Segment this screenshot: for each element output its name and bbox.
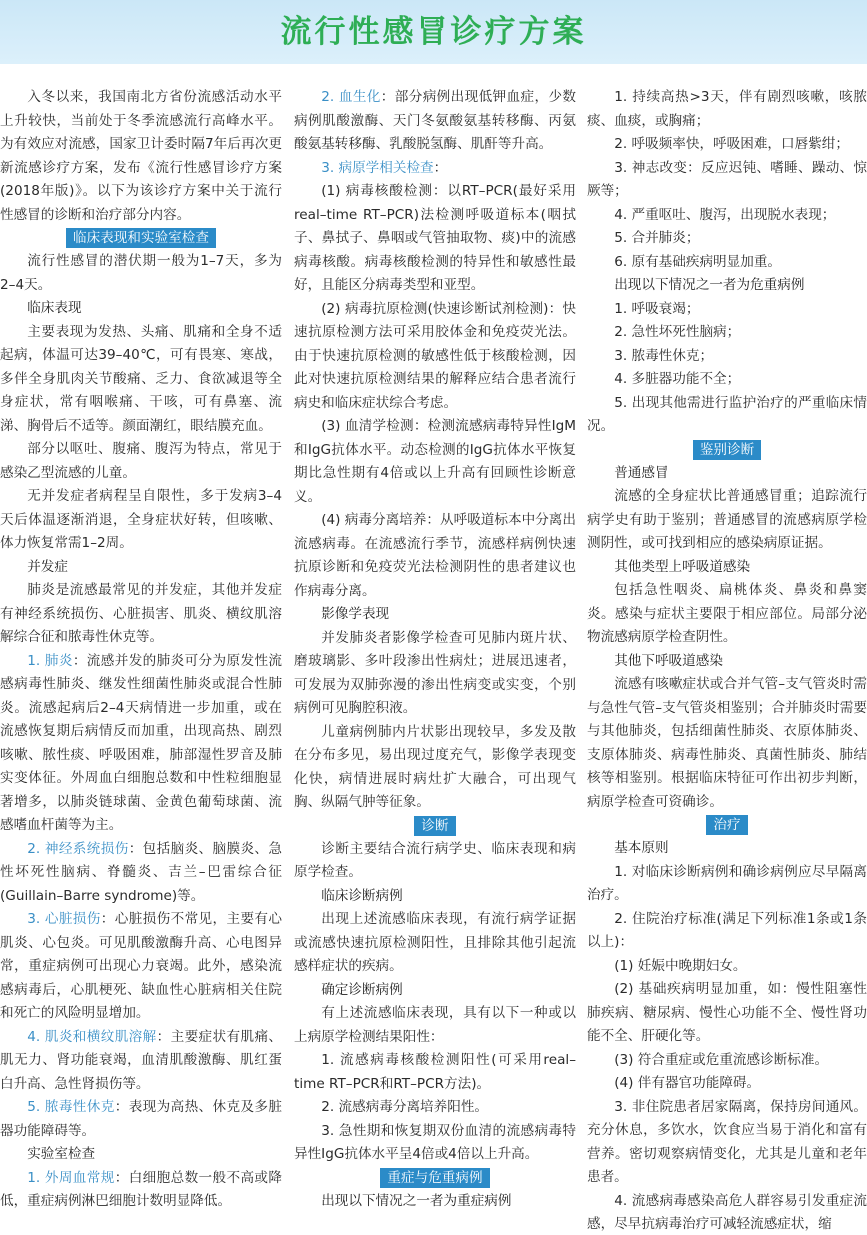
- complications-paragraph: 肺炎是流感最常见的并发症，其他并发症有神经系统损伤、心脏损害、肌炎、横纹肌溶解综合征和脓毒性休克等。: [0, 582, 282, 645]
- subheading-principles: 基本原则: [614, 840, 669, 856]
- item-label: 3. 心脏损伤: [27, 911, 101, 927]
- serology-paragraph: (3) 血清学检测：检测流感病毒特异性IgM和IgG抗体水平。动态检测的IgG抗体水平恢复期比急性期有4倍或以上升高有回顾性诊断意义。: [294, 418, 576, 505]
- antigen-paragraph: (2) 病毒抗原检测(快速诊断试剂检测)：快速抗原检测方法可采用胶体金和免疫荧光法。由于快速抗原检测的敏感性低于核酸检测，因此对快速抗原检测结果的解释应结合患者流行病史和临床症状综合考虑。: [294, 300, 576, 411]
- severe-criterion-3: 3. 神志改变：反应迟钝、嗜睡、躁动、惊厥等；: [587, 159, 867, 199]
- complication-myositis: [0, 1026, 282, 1097]
- item-label: 2. 神经系统损伤: [27, 840, 129, 857]
- section-label: 重症与危重病例: [380, 1168, 489, 1188]
- item-label: 1. 肺炎: [27, 652, 73, 669]
- subheading-critical-cases: 出现以下情况之一者为危重病例: [614, 277, 805, 293]
- subheading-upper-respiratory: 其他类型上呼吸道感染: [614, 558, 751, 575]
- treatment-principle-1: 1. 对临床诊断病例和确诊病例应尽早隔离治疗。: [587, 863, 867, 903]
- section-heading-severe: [294, 1168, 576, 1188]
- item-text: ：包括脑炎、脑膜炎、急性坏死性脑病、脊髓炎、吉兰–巴雷综合征(Guillain–Barre syndrome)等。: [0, 840, 282, 904]
- treatment-principle-3: 3. 非住院患者居家隔离，保持房间通风。充分休息，多饮水，饮食应当易于消化和富有营养。密切观察病情变化，尤其是儿童和老年患者。: [587, 1098, 867, 1185]
- severe-criterion-1: 1. 持续高热>3天，伴有剧烈咳嗽，咳脓痰、血痰，或胸痛；: [587, 89, 867, 129]
- treatment-principle-4: 4. 流感病毒感染高危人群容易引发重症流感，尽早抗病毒治疗可减轻流感症状，缩: [587, 1192, 867, 1232]
- complication-pneumonia: [0, 650, 282, 838]
- subheading-common-cold: 普通感冒: [614, 464, 669, 481]
- item-text: ：: [433, 159, 448, 176]
- confirmed-diagnosis-paragraph: 有上述流感临床表现，具有以下一种或以上病原学检测结果阳性：: [294, 1005, 576, 1045]
- confirm-criterion-1: 1. 流感病毒核酸检测阳性(可采用real–time RT–PCR和RT–PCR方法)。: [294, 1052, 576, 1092]
- item-text: ：心脏损伤不常见，主要有心肌炎、心包炎。可见肌酸激酶升高、心电图异常，重症病例可出现心力衰竭。此外，感染流感病毒后，心肌梗死、缺血性心脏病相关住院和死亡的风险明显增加。: [0, 911, 282, 1021]
- item-label: 4. 肌炎和横纹肌溶解: [27, 1028, 157, 1045]
- section-label: 诊断: [414, 816, 455, 836]
- section-label: 鉴别诊断: [693, 440, 761, 460]
- lower-respiratory-paragraph: 流感有咳嗽症状或合并气管–支气管炎时需与急性气管–支气管炎相鉴别；合并肺炎时需要与其他肺炎，包括细菌性肺炎、衣原体肺炎、支原体肺炎、病毒性肺炎、真菌性肺炎、肺结核等相鉴别。根据临床特征可作出初步判断，病原学检查可资确诊。: [587, 676, 867, 810]
- critical-criterion-1: 1. 呼吸衰竭；: [614, 300, 700, 317]
- culture-paragraph: (4) 病毒分离培养：从呼吸道标本中分离出流感病毒。在流感流行季节，流感样病例快速抗原诊断和免疫荧光法检测阴性的患者建议也作病毒分离。: [294, 512, 576, 599]
- hospitalization-criterion-1: (1) 妊娠中晚期妇女。: [614, 957, 747, 974]
- subheading-clinical: 临床表现: [27, 300, 82, 316]
- confirm-criterion-3: 3. 急性期和恢复期双份血清的流感病毒特异性IgG抗体水平呈4倍或4倍以上升高。: [294, 1122, 576, 1162]
- imaging-paragraph-child: 儿童病例肺内片状影出现较早，多发及散在分布多见，易出现过度充气，影像学表现变化快，病情进展时病灶扩大融合，可出现气胸、纵隔气肿等征象。: [294, 723, 576, 810]
- intro-paragraph: 入冬以来，我国南北方省份流感活动水平上升较快，当前处于冬季流感流行高峰水平。为有效应对流感，国家卫计委时隔7年后再次更新流感诊疗方案，发布《流行性感冒诊疗方案(2018年版)》。以下为该诊疗方案中关于流行性感冒的诊断和治疗部分内容。: [0, 89, 282, 223]
- latency-paragraph: 流行性感冒的潜伏期一般为1–7天，多为2–4天。: [0, 253, 282, 293]
- page-title: 流行性感冒诊疗方案: [280, 14, 587, 50]
- section-heading-clinical: [0, 228, 282, 248]
- upper-respiratory-paragraph: 包括急性咽炎、扁桃体炎、鼻炎和鼻窦炎。感染与症状主要限于相应部位。局部分泌物流感病原学检查阴性。: [587, 582, 867, 645]
- subheading-lower-respiratory: 其他下呼吸道感染: [614, 652, 723, 669]
- critical-criterion-5: 5. 出现其他需进行监护治疗的严重临床情况。: [587, 394, 867, 434]
- gi-symptoms-paragraph: 部分以呕吐、腹痛、腹泻为特点，常见于感染乙型流感的儿童。: [0, 441, 282, 481]
- subheading-complications: 并发症: [27, 558, 68, 575]
- hospitalization-criterion-4: (4) 伴有器官功能障碍。: [614, 1075, 761, 1091]
- column-right: [587, 86, 867, 1235]
- item-label: 3. 病原学相关检查: [321, 159, 434, 176]
- complication-cardiac: [0, 908, 282, 1026]
- subheading-severe-cases: 出现以下情况之一者为重症病例: [321, 1192, 512, 1209]
- subheading-lab: 实验室检查: [27, 1146, 96, 1162]
- course-paragraph: 无并发症者病程呈自限性，多于发病3–4天后体温逐渐消退，全身症状好转，但咳嗽、体力恢复常需1–2周。: [0, 488, 282, 551]
- severe-criterion-2: 2. 呼吸频率快，呼吸困难，口唇紫绀；: [614, 136, 849, 152]
- treatment-principle-2: 2. 住院治疗标准(满足下列标准1条或1条以上)：: [587, 910, 867, 950]
- page-header: [0, 0, 867, 64]
- imaging-paragraph-adult: 并发肺炎者影像学检查可见肺内斑片状、磨玻璃影、多叶段渗出性病灶；进展迅速者，可发展为双肺弥漫的渗出性病变或实变，个别病例可见胸腔积液。: [294, 629, 576, 716]
- lab-pathogen: [294, 157, 576, 181]
- complication-neuro: [0, 838, 282, 909]
- item-label: 2. 血生化: [321, 89, 381, 105]
- critical-criterion-3: 3. 脓毒性休克；: [614, 347, 714, 364]
- subheading-imaging: 影像学表现: [321, 606, 390, 622]
- severe-criterion-4: 4. 严重呕吐、腹泻，出现脱水表现；: [614, 206, 836, 223]
- item-text: ：白细胞总数一般不高或降低，重症病例淋巴细胞计数明显降低。: [0, 1169, 282, 1209]
- clinical-diagnosis-paragraph: 出现上述流感临床表现，有流行病学证据或流感快速抗原检测阳性，且排除其他引起流感样症状的疾病。: [294, 911, 576, 974]
- item-text: ：流感并发的肺炎可分为原发性流感病毒性肺炎、继发性细菌性肺炎或混合性肺炎。流感起病后2–4天病情进一步加重，或在流感恢复期后病情反而加重，出现高热、剧烈咳嗽、脓性痰、呼吸困难，肺部湿性罗音及肺实变体征。外周血白细胞总数和中性粒细胞显著增多，以肺炎链球菌、金黄色葡萄球菌、流感嗜血杆菌等为主。: [0, 652, 282, 833]
- item-text: ：主要症状有肌痛、肌无力、肾功能衰竭，血清肌酸激酶、肌红蛋白升高、急性肾损伤等。: [0, 1028, 282, 1092]
- section-heading-differential: [587, 440, 867, 460]
- hospitalization-criterion-2: (2) 基础疾病明显加重，如：慢性阻塞性肺疾病、糖尿病、慢性心功能不全、慢性肾功能不全、肝硬化等。: [587, 981, 867, 1044]
- critical-criterion-4: 4. 多脏器功能不全；: [614, 371, 741, 387]
- section-label: 治疗: [706, 815, 747, 835]
- column-left: [0, 86, 282, 1235]
- item-text: ：部分病例出现低钾血症，少数病例肌酸激酶、天门冬氨酸氨基转移酶、丙氨酸氨基转移酶、乳酸脱氢酶、肌酐等升高。: [294, 89, 576, 152]
- diagnosis-paragraph: 诊断主要结合流行病学史、临床表现和病原学检查。: [294, 840, 576, 880]
- item-label: 5. 脓毒性休克: [27, 1099, 115, 1115]
- complication-shock: [0, 1096, 282, 1143]
- section-heading-diagnosis: [294, 816, 576, 836]
- section-heading-treatment: [587, 815, 867, 835]
- lab-blood-routine: [0, 1167, 282, 1214]
- confirm-criterion-2: 2. 流感病毒分离培养阳性。: [321, 1099, 489, 1115]
- section-label: 临床表现和实验室检查: [66, 228, 216, 248]
- main-symptoms-paragraph: 主要表现为发热、头痛、肌痛和全身不适起病，体温可达39–40℃，可有畏寒、寒战，多伴全身肌肉关节酸痛、乏力、食欲减退等全身症状，常有咽喉痛、干咳，可有鼻塞、流涕、胸骨后不适等。颜面潮红，眼结膜充血。: [0, 323, 282, 434]
- severe-criterion-6: 6. 原有基础疾病明显加重。: [614, 253, 782, 270]
- severe-criterion-5: 5. 合并肺炎；: [614, 230, 700, 246]
- item-label: 1. 外周血常规: [27, 1169, 115, 1186]
- nucleic-acid-paragraph: (1) 病毒核酸检测：以RT–PCR(最好采用real–time RT–PCR)法检测呼吸道标本(咽拭子、鼻拭子、鼻咽或气管抽取物、痰)中的流感病毒核酸。病毒核酸检测的特异性和敏感性最好，且能区分病毒类型和亚型。: [294, 183, 576, 293]
- column-middle: [294, 86, 576, 1235]
- item-text: ：表现为高热、休克及多脏器功能障碍等。: [0, 1099, 282, 1139]
- common-cold-paragraph: 流感的全身症状比普通感冒重；追踪流行病学史有助于鉴别；普通感冒的流感病原学检测阴性，或可找到相应的感染病原证据。: [587, 488, 867, 551]
- subheading-confirmed-diagnosis: 确定诊断病例: [321, 981, 403, 998]
- critical-criterion-2: 2. 急性坏死性脑病；: [614, 324, 741, 340]
- subheading-clinical-diagnosis: 临床诊断病例: [321, 887, 403, 904]
- lab-biochem: [294, 86, 576, 157]
- hospitalization-criterion-3: (3) 符合重症或危重流感诊断标准。: [614, 1051, 829, 1068]
